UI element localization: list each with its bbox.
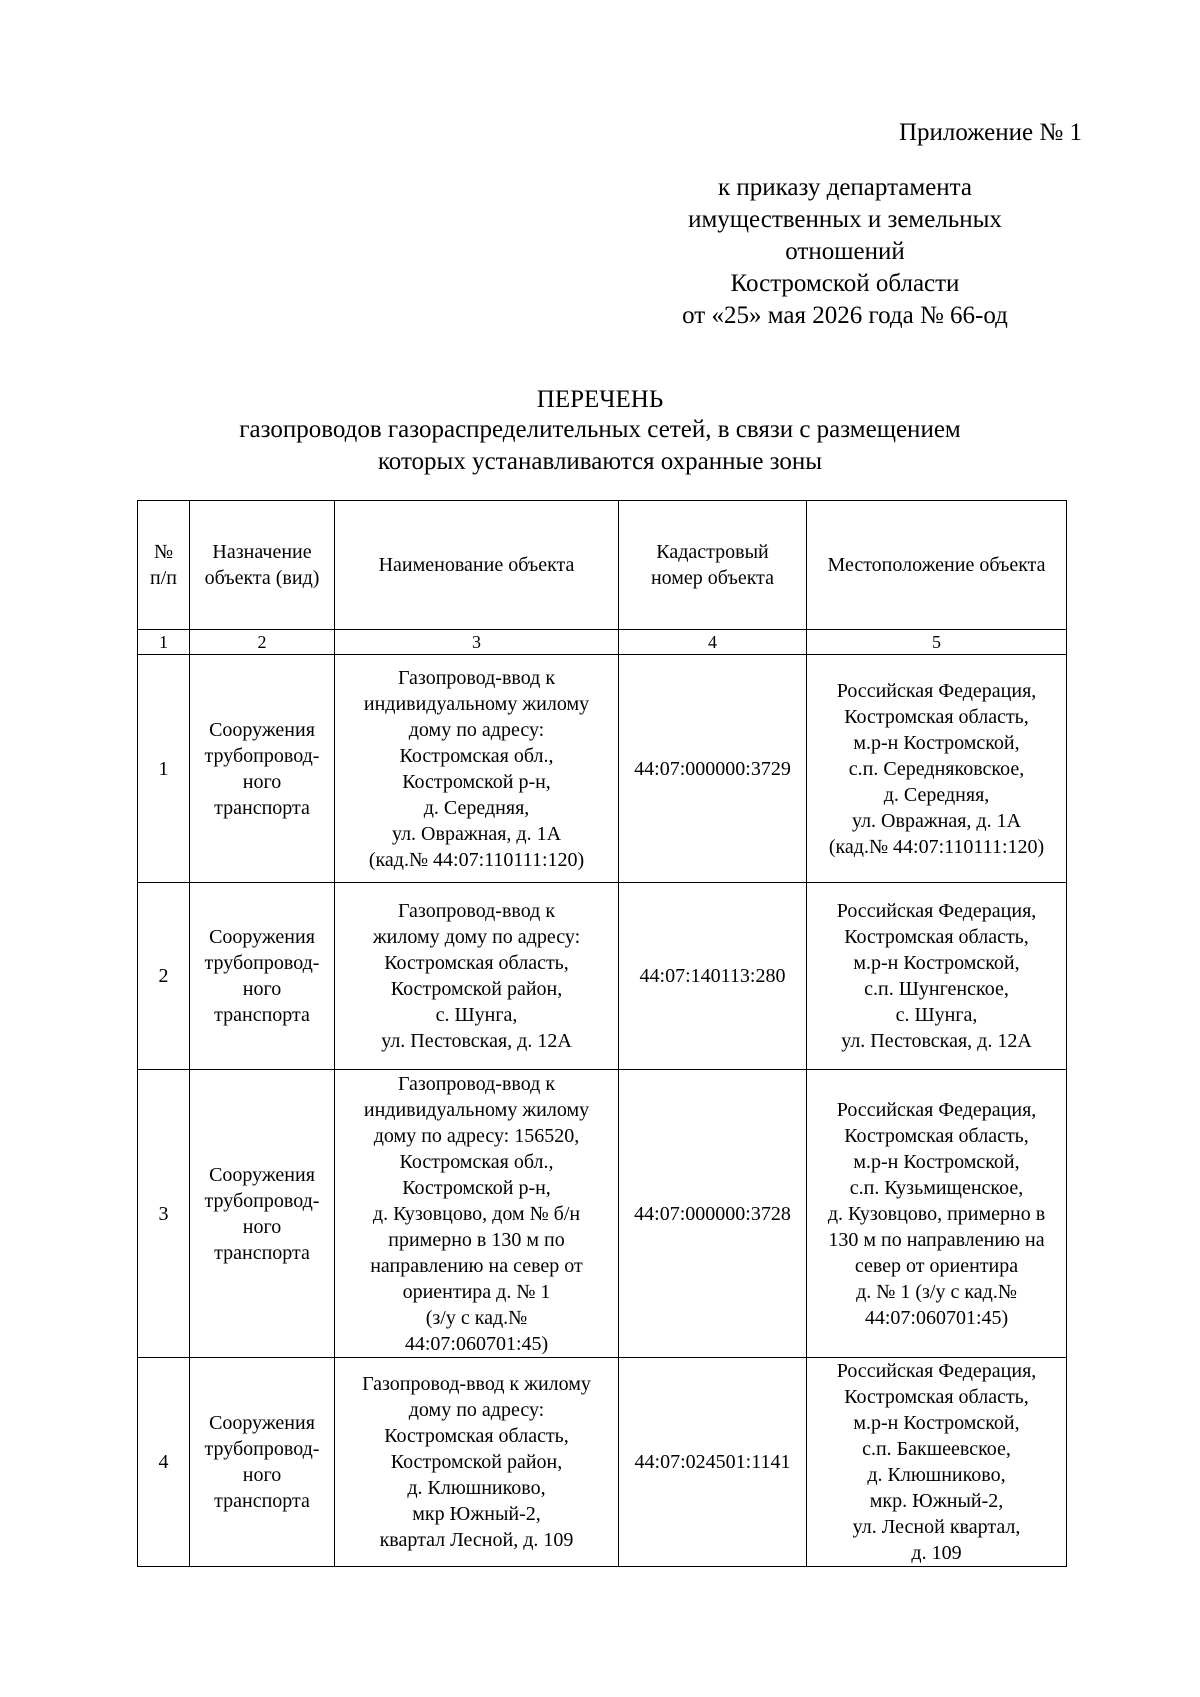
cell-line: направлению на север от (370, 1254, 583, 1277)
cell-line: Костромская обл., (399, 1150, 554, 1173)
objects-table (137, 500, 1067, 1567)
cadastral-number: 44:07:140113:280 (619, 883, 807, 1070)
appendix-note (640, 172, 1050, 332)
cell-line: с. Шунга, (435, 1004, 518, 1026)
object-name (335, 1070, 619, 1358)
cell-line: Газопровод-ввод к жилому (362, 1373, 591, 1395)
object-purpose (190, 1070, 335, 1358)
appendix-title: Приложение № 1 (898, 119, 1082, 146)
table-header-row (138, 501, 1067, 630)
cell-line: мкр. Южный-2, (869, 1490, 1004, 1512)
cell-line: Газопровод-ввод к (397, 900, 556, 922)
object-name (335, 655, 619, 883)
column-number: 3 (335, 630, 619, 655)
column-number: 5 (807, 630, 1067, 655)
cell-line: 44:07:060701:45) (404, 1332, 549, 1355)
cell-line: д. Клюшниково, (407, 1477, 546, 1499)
appendix-note-line: Костромской области (730, 270, 960, 297)
cell-line: транспорта (214, 1490, 310, 1512)
row-number: 2 (138, 883, 190, 1070)
cell-line: д. Кузовцово, дом № б/н (372, 1202, 581, 1225)
cell-line: Костромской район, (390, 1451, 563, 1473)
column-number-row (138, 630, 1067, 655)
cell-line: (кад.№ 44:07:110111:120) (368, 848, 585, 871)
cell-line: трубопровод- (204, 952, 320, 974)
header-line: Местоположение объекта (827, 554, 1046, 576)
cell-line: мкр Южный-2, (412, 1503, 541, 1525)
object-location (807, 1358, 1067, 1567)
appendix-note-line: от «25» мая 2026 года № 66-од (682, 302, 1008, 329)
column-number: 4 (619, 630, 807, 655)
cell-line: ного (242, 770, 282, 793)
cell-line: ориентира д. № 1 (402, 1280, 551, 1303)
cell-line: Костромская область, (844, 1386, 1029, 1408)
cell-line: 130 м по направлению на (828, 1228, 1045, 1251)
cell-line: трубопровод- (204, 744, 320, 767)
cell-line: ул. Овражная, д. 1А (391, 822, 562, 845)
cell-line: д. Кузовцово, примерно в (827, 1202, 1046, 1225)
header-line: Наименование объекта (378, 554, 575, 576)
cell-line: север от ориентира (854, 1254, 1019, 1277)
header-line: п/п (150, 567, 177, 589)
cell-line: Российская Федерация, (836, 900, 1037, 922)
header-line: номер объекта (650, 567, 775, 589)
cell-line: м.р-н Костромской, (853, 1412, 1020, 1434)
header-number (138, 501, 190, 630)
cell-line: индивидуальному жилому (363, 692, 590, 715)
header-cadastral (619, 501, 807, 630)
header-name (335, 501, 619, 630)
cell-line: Костромской р-н, (402, 1176, 551, 1199)
appendix-note-line: имущественных и земельных (688, 206, 1002, 233)
header-line: объекта (вид) (204, 567, 320, 589)
cell-line: Костромская область, (844, 1124, 1029, 1147)
cell-line: д. Середняя, (883, 783, 990, 806)
cell-line: д. № 1 (з/у с кад.№ (856, 1280, 1017, 1303)
cell-line: Сооружения (209, 718, 315, 741)
object-name (335, 1358, 619, 1567)
cell-line: 44:07:060701:45) (864, 1306, 1009, 1329)
document-title: ПЕРЕЧЕНЬ (536, 386, 664, 413)
cell-line: м.р-н Костромской, (853, 731, 1020, 754)
cell-line: ного (242, 978, 282, 1000)
cell-line: ул. Овражная, д. 1А (851, 809, 1022, 832)
document-subtitle (150, 414, 1050, 478)
cell-line: Костромская область, (844, 926, 1029, 948)
object-purpose (190, 883, 335, 1070)
cell-line: ул. Лесной квартал, (852, 1516, 1021, 1538)
column-number: 2 (190, 630, 335, 655)
cell-line: с. Шунга, (895, 1004, 978, 1026)
cell-line: квартал Лесной, д. 109 (379, 1529, 574, 1551)
object-purpose (190, 655, 335, 883)
cell-line: индивидуальному жилому (363, 1098, 590, 1121)
cell-line: с.п. Бакшеевское, (862, 1438, 1011, 1460)
table-row (138, 655, 1067, 883)
cell-line: Костромской р-н, (402, 770, 551, 793)
cell-line: Костромская область, (384, 952, 569, 974)
header-location (807, 501, 1067, 630)
cell-line: дому по адресу: (408, 718, 545, 741)
header-purpose (190, 501, 335, 630)
object-purpose (190, 1358, 335, 1567)
header-line: Кадастровый (656, 541, 769, 563)
cell-line: примерно в 130 м по (388, 1228, 565, 1251)
cell-line: ул. Пестовская, д. 12А (381, 1030, 572, 1052)
cell-line: Костромская область, (384, 1425, 569, 1447)
cadastral-number: 44:07:024501:1141 (619, 1358, 807, 1567)
cell-line: транспорта (214, 1004, 310, 1026)
row-number: 1 (138, 655, 190, 883)
cell-line: транспорта (214, 796, 310, 819)
cell-line: дому по адресу: 156520, (373, 1124, 580, 1147)
cell-line: дому по адресу: (408, 1399, 545, 1421)
cell-line: м.р-н Костромской, (853, 952, 1020, 974)
cell-line: д. Клюшниково, (867, 1464, 1006, 1486)
cell-line: с.п. Кузьмищенское, (849, 1176, 1024, 1199)
column-number: 1 (138, 630, 190, 655)
cell-line: Костромская обл., (399, 744, 554, 767)
cell-line: Российская Федерация, (836, 1098, 1037, 1121)
cell-line: Сооружения (209, 1163, 315, 1186)
document-subtitle-line: которых устанавливаются охранные зоны (377, 448, 823, 475)
cell-line: м.р-н Костромской, (853, 1150, 1020, 1173)
cell-line: Российская Федерация, (836, 679, 1037, 702)
cell-line: Сооружения (209, 1412, 315, 1434)
cell-line: Газопровод-ввод к (397, 1072, 556, 1095)
cell-line: с.п. Шунгенское, (864, 978, 1009, 1000)
cell-line: трубопровод- (204, 1438, 320, 1460)
cell-line: транспорта (214, 1241, 310, 1264)
object-name (335, 883, 619, 1070)
cell-line: трубопровод- (204, 1189, 320, 1212)
object-location (807, 655, 1067, 883)
cell-line: Костромской район, (390, 978, 563, 1000)
table-row (138, 1358, 1067, 1567)
cell-line: (з/у с кад.№ (425, 1306, 528, 1329)
cell-line: с.п. Середняковское, (848, 757, 1025, 780)
row-number: 4 (138, 1358, 190, 1567)
cell-line: жилому дому по адресу: (372, 926, 581, 948)
cell-line: ного (242, 1215, 282, 1238)
table-row (138, 1070, 1067, 1358)
object-location (807, 1070, 1067, 1358)
row-number: 3 (138, 1070, 190, 1358)
object-location (807, 883, 1067, 1070)
header-line: № (153, 541, 174, 563)
cell-line: Костромская область, (844, 705, 1029, 728)
document-subtitle-line: газопроводов газораспределительных сетей, в связи с размещением (239, 416, 961, 443)
cell-line: д. Середняя, (423, 796, 530, 819)
cell-line: Газопровод-ввод к (397, 666, 556, 689)
cell-line: д. 109 (911, 1542, 962, 1564)
appendix-note-line: к приказу департамента (717, 174, 973, 201)
header-line: Назначение (212, 541, 312, 563)
cell-line: (кад.№ 44:07:110111:120) (828, 835, 1045, 858)
cadastral-number: 44:07:000000:3728 (619, 1070, 807, 1358)
cell-line: Российская Федерация, (836, 1360, 1037, 1382)
table-row (138, 883, 1067, 1070)
cell-line: ного (242, 1464, 282, 1486)
appendix-note-line: отношений (785, 238, 905, 265)
cadastral-number: 44:07:000000:3729 (619, 655, 807, 883)
cell-line: Сооружения (209, 926, 315, 948)
cell-line: ул. Пестовская, д. 12А (841, 1030, 1032, 1052)
